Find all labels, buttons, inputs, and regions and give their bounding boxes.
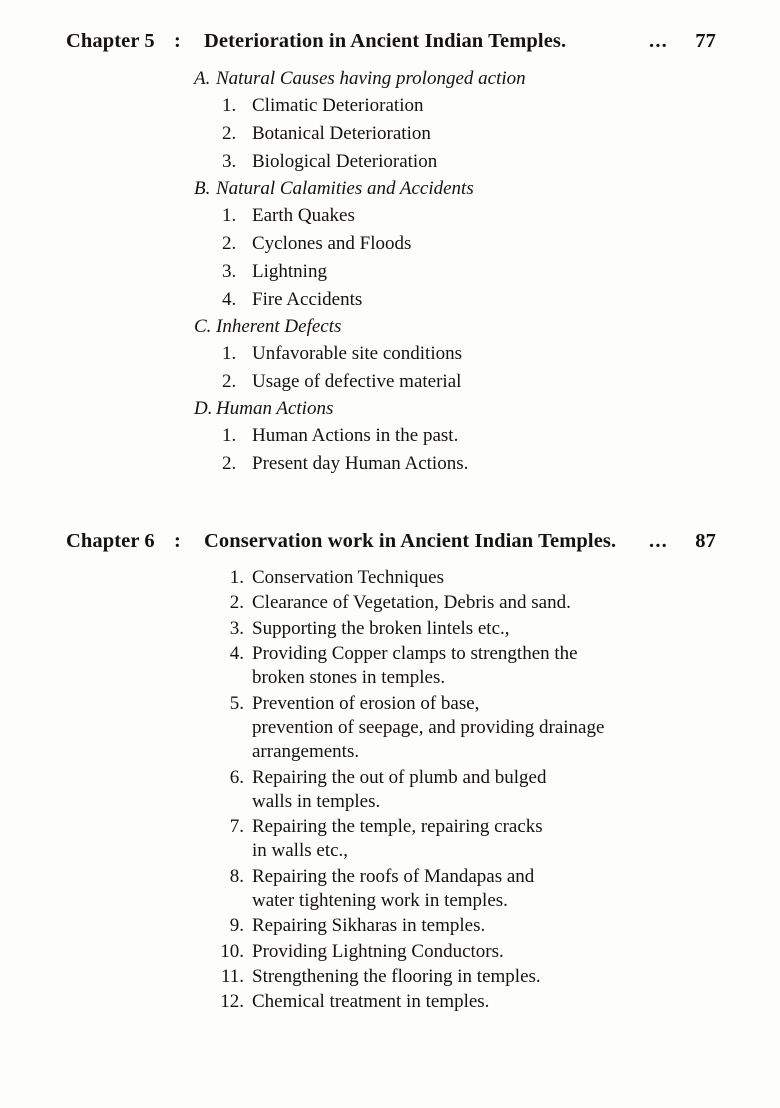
task-item-label — [252, 914, 716, 938]
task-item-number: 6. — [229, 766, 244, 788]
task-item-number: 7. — [229, 816, 244, 838]
sub-item-number: 3. — [222, 151, 237, 172]
outline-sub-item — [222, 147, 716, 175]
chapter-6-leader-dots: ... — [649, 530, 668, 552]
section-letter: A. — [194, 68, 211, 89]
chapter-6-title: Conservation work in Ancient Indian Temples. — [204, 530, 617, 552]
task-item-number: 10. — [220, 940, 244, 962]
task-item-number: 8. — [229, 865, 244, 887]
chapter-5-heading-row[interactable] — [66, 30, 716, 53]
sub-item-number: 2. — [222, 233, 237, 254]
task-item-number: 5. — [229, 692, 244, 714]
chapter-5-label: Chapter 5 — [66, 30, 155, 52]
task-list-item — [210, 692, 716, 766]
task-item-number: 12. — [220, 991, 244, 1013]
outline-sub-item — [222, 367, 716, 395]
task-item-number: 2. — [229, 592, 244, 614]
task-list-item — [210, 591, 716, 616]
task-item-number: 9. — [229, 915, 244, 937]
section-title: Natural Causes having prolonged action — [216, 68, 526, 89]
outline-sub-item — [222, 421, 716, 449]
task-item-number: 11. — [220, 966, 244, 987]
task-item-label — [252, 766, 716, 815]
task-item-line: Repairing Sikharas in temples. — [252, 915, 486, 937]
task-list-item — [210, 990, 716, 1015]
chapter-6-label: Chapter 6 — [66, 530, 155, 552]
task-item-label — [252, 617, 716, 641]
chapter-6-heading-row[interactable] — [66, 530, 716, 553]
task-item-label — [252, 566, 716, 590]
sub-item-number: 2. — [222, 371, 237, 392]
task-item-line: Providing Copper clamps to strengthen the — [252, 642, 578, 664]
sub-item-number: 1. — [222, 95, 237, 116]
sub-item-number: 4. — [222, 289, 237, 310]
outline-section — [194, 175, 716, 201]
chapter-6-task-list — [210, 566, 716, 1016]
outline-section — [194, 313, 716, 339]
task-item-line: Repairing the temple, repairing cracks — [252, 816, 543, 838]
task-item-line: Conservation Techniques — [252, 567, 444, 588]
task-list-item — [210, 766, 716, 816]
outline-sub-item — [222, 119, 716, 147]
section-letter: C. — [194, 316, 212, 337]
chapter-5-title: Deterioration in Ancient Indian Temples. — [204, 30, 567, 52]
task-item-continuation-line: in walls etc., — [252, 840, 349, 862]
sub-item-label: Botanical Deterioration — [252, 123, 431, 144]
sub-item-number: 3. — [222, 261, 237, 282]
task-item-label — [252, 642, 716, 691]
task-item-label — [252, 990, 716, 1014]
task-item-continuation-line: water tightening work in temples. — [252, 890, 508, 912]
chapter-6-colon-separator: : — [174, 530, 181, 552]
task-item-label — [252, 692, 716, 765]
outline-sub-item — [222, 257, 716, 285]
task-list-item — [210, 642, 716, 692]
task-item-label — [252, 591, 716, 615]
sub-item-label: Unfavorable site conditions — [252, 343, 463, 364]
section-title: Human Actions — [216, 398, 334, 419]
task-item-continuation-line: prevention of seepage, and providing drainage — [252, 716, 605, 738]
task-item-line: Providing Lightning Conductors. — [252, 940, 504, 962]
sub-item-label: Usage of defective material — [252, 371, 462, 392]
outline-sub-item — [222, 339, 716, 367]
task-item-label — [252, 940, 716, 964]
task-list-item — [210, 815, 716, 865]
task-item-continuation-line: arrangements. — [252, 741, 360, 763]
section-letter: B. — [194, 178, 211, 199]
task-item-line: Clearance of Vegetation, Debris and sand. — [252, 592, 571, 614]
sub-item-number: 2. — [222, 123, 237, 144]
sub-item-label: Lightning — [252, 261, 327, 282]
task-list-item — [210, 965, 716, 990]
task-item-number: 4. — [229, 642, 244, 664]
task-item-line: Repairing the roofs of Mandapas and — [252, 865, 535, 887]
chapter-5-leader-dots: ... — [649, 30, 668, 52]
sub-item-label: Earth Quakes — [252, 205, 355, 226]
chapter-5-outline — [66, 65, 716, 477]
outline-sub-item — [222, 91, 716, 119]
sub-item-label: Human Actions in the past. — [252, 425, 459, 446]
chapter-5-page-number: 77 — [695, 30, 716, 52]
task-list-item — [210, 617, 716, 642]
outline-section — [194, 65, 716, 91]
task-item-continuation-line: walls in temples. — [252, 790, 381, 812]
sub-item-label: Biological Deterioration — [252, 151, 438, 172]
task-item-label — [252, 865, 716, 914]
section-title: Natural Calamities and Accidents — [216, 178, 474, 199]
task-list-item — [210, 914, 716, 939]
chapter-5-colon-separator: : — [174, 30, 181, 52]
task-item-line: Supporting the broken lintels etc., — [252, 617, 510, 639]
task-item-line: Chemical treatment in temples. — [252, 991, 490, 1013]
task-item-number: 3. — [229, 617, 244, 639]
task-list-item — [210, 940, 716, 965]
sub-item-label: Cyclones and Floods — [252, 233, 412, 254]
sub-item-number: 1. — [222, 205, 237, 226]
task-list-item — [210, 865, 716, 915]
task-item-continuation-line: broken stones in temples. — [252, 667, 446, 689]
task-list-item — [210, 566, 716, 591]
chapter-6-entry — [66, 530, 716, 1016]
task-item-label — [252, 965, 716, 989]
task-item-number: 1. — [229, 567, 244, 588]
task-item-label — [252, 815, 716, 864]
task-item-line: Prevention of erosion of base, — [252, 692, 480, 714]
outline-sub-item — [222, 229, 716, 257]
chapter-5-entry — [66, 30, 716, 477]
sub-item-number: 2. — [222, 453, 237, 474]
sub-item-label: Present day Human Actions. — [252, 453, 469, 474]
outline-sub-item — [222, 449, 716, 477]
outline-sub-item — [222, 201, 716, 229]
section-letter: D. — [194, 398, 213, 419]
task-item-line: Strengthening the flooring in temples. — [252, 966, 541, 987]
chapter-6-page-number: 87 — [695, 530, 716, 552]
outline-sub-item — [222, 285, 716, 313]
section-title: Inherent Defects — [216, 316, 342, 337]
sub-item-label: Fire Accidents — [252, 289, 363, 310]
sub-item-label: Climatic Deterioration — [252, 95, 424, 116]
sub-item-number: 1. — [222, 425, 237, 446]
task-item-line: Repairing the out of plumb and bulged — [252, 766, 547, 788]
outline-section — [194, 395, 716, 421]
sub-item-number: 1. — [222, 343, 237, 364]
